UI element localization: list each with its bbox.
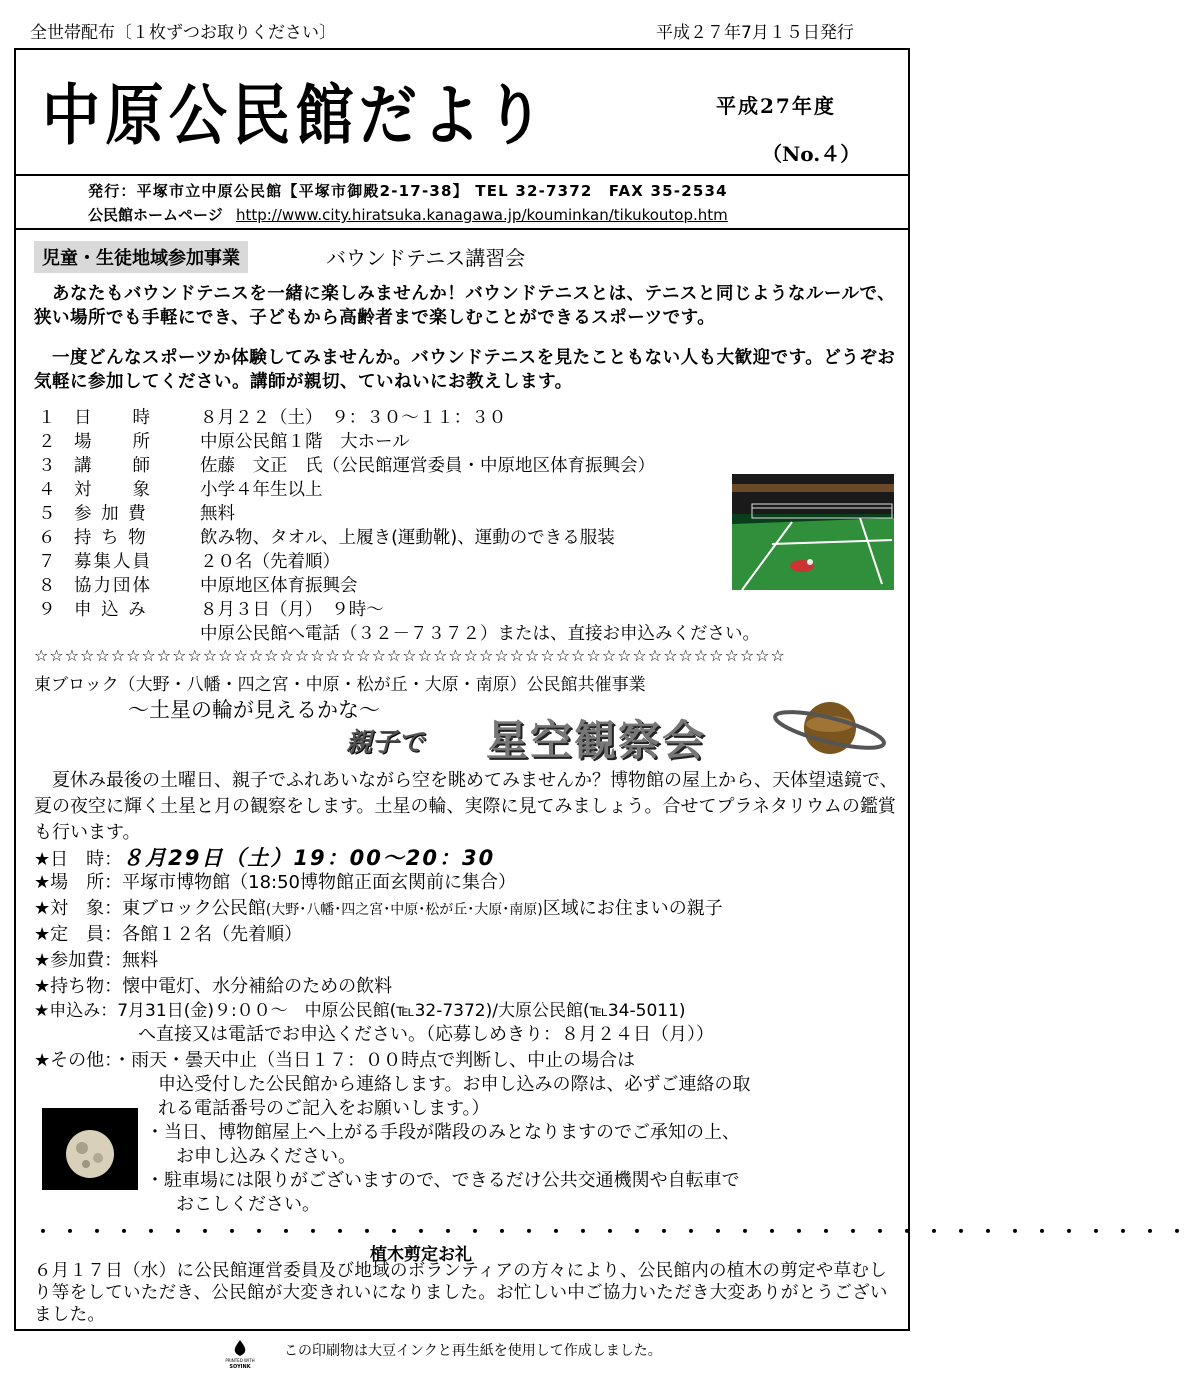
stargaze-other-7: おこしください。	[176, 1194, 320, 1215]
stargaze-apply-2: へ直接又は電話でお申込ください。（応募しめきり：８月２４日（月））	[138, 1024, 714, 1045]
bound-tennis-photo	[732, 474, 894, 590]
thanks-body: ６月１７日（水）に公民館運営委員及び地域のボランティアの方々により、公民館内の植木の剪定や草むしり等をしていただき、公民館が大変きれいになりました。お忙しい中ご協力いただき大変ありがとうございました。	[34, 1261, 888, 1325]
target-tail: 区域にお住まいの親子	[542, 898, 723, 919]
detail-label: 日 時	[74, 408, 152, 428]
stargaze-other-5: お申し込みください。	[176, 1146, 356, 1167]
date-label: ★日 時：	[34, 849, 123, 870]
detail-value: 無料	[200, 504, 235, 524]
stargaze-intro: 夏休み最後の土曜日、親子でふれあいながら空を眺めてみませんか？博物館の屋上から、天体望遠鏡で、夏の夜空に輝く土星と月の観察をします。土星の輪、実際に見てみましょう。合せてプラネタリウムの鑑賞も行います。	[34, 770, 898, 843]
stargaze-target	[34, 894, 723, 920]
distribution-note: 全世帯配布〔１枚ずつお取りください〕	[30, 23, 336, 43]
stargaze-other-3: れる電話番号のご記入をお願いします。）	[158, 1098, 490, 1119]
detail-label: 参 加 費	[74, 504, 148, 524]
stargaze-capacity: ★定 員：各館１２名（先着順）	[34, 924, 303, 945]
stargaze-other-1: ★その他：・雨天・曇天中止（当日１７：００時点で判断し、中止の場合は	[34, 1050, 636, 1071]
detail-number: ２	[38, 432, 56, 452]
detail-number: ３	[38, 456, 56, 476]
tennis-detail-row	[38, 548, 340, 573]
star-divider: ☆☆☆☆☆☆☆☆☆☆☆☆☆☆☆☆☆☆☆☆☆☆☆☆☆☆☆☆☆☆☆☆☆☆☆☆☆☆☆☆☆☆☆☆☆☆☆☆☆	[34, 646, 786, 665]
soy-ink-logo	[224, 1338, 256, 1370]
tennis-intro-2: 一度どんなスポーツか体験してみませんか。バウンドテニスを見たこともない人も大歓迎です。どうぞお気軽に参加してください。講師が親切、ていねいにお教えします。	[34, 348, 896, 392]
detail-label: 対 象	[74, 480, 152, 500]
publisher-info: 発行：平塚市立中原公民館【平塚市御殿2-17-38】 TEL 32-7372 FAX 35-2534	[88, 182, 728, 200]
tennis-intro-1: あなたもバウンドテニスを一緒に楽しみませんか！バウンドテニスとは、テニスと同じようなルールで、狭い場所でも手軽にでき、子どもから高齢者まで楽しむことができるスポーツです。	[34, 284, 896, 328]
stargaze-fee: ★参加費：無料	[34, 950, 159, 971]
tennis-detail-row	[38, 572, 358, 597]
detail-value: 飲み物、タオル、上履き(運動靴)、運動のできる服装	[200, 528, 615, 548]
detail-value: 小学４年生以上	[200, 480, 323, 500]
homepage-link[interactable]: http://www.city.hiratsuka.kanagawa.jp/kouminkan/tikukoutop.htm	[235, 206, 728, 224]
date-value: ８月29日（土）19：00～20：30	[122, 846, 496, 870]
saturn-icon	[770, 694, 890, 762]
detail-label: 講 師	[74, 456, 152, 476]
stargaze-title-small: 親子で	[346, 728, 425, 758]
stargaze-other-4: ・当日、博物館屋上へ上がる手段が階段のみとなりますのでご承知の上、	[146, 1122, 740, 1143]
detail-label: 場 所	[74, 432, 152, 452]
footer-note: この印刷物は大豆インクと再生紙を使用して作成しました。	[284, 1343, 662, 1359]
detail-value: 中原地区体育振興会	[200, 576, 358, 596]
tennis-detail-row	[38, 452, 655, 477]
dot-divider: ・・・・・・・・・・・・・・・・・・・・・・・・・・・・・・・・・・・・・・・・・・・	[34, 1222, 1195, 1243]
detail-number: ６	[38, 528, 56, 548]
detail-label: 協力団体	[74, 576, 152, 596]
fiscal-year: 平成27年度	[716, 94, 836, 118]
newsletter-title: 中原公民館だより	[42, 76, 549, 154]
tennis-detail-row	[38, 476, 323, 501]
detail-number: １	[38, 408, 56, 428]
tennis-apply-note: 中原公民館へ電話（３２－７３７２）または、直接お申込みください。	[200, 624, 760, 644]
thanks-title: 植木剪定お礼	[370, 1245, 472, 1265]
tennis-detail-row	[38, 428, 410, 453]
soy-logo-top-text: PRINTED WITH	[225, 1358, 255, 1363]
tennis-detail-row	[38, 404, 506, 429]
moon-photo	[42, 1108, 138, 1190]
header-bottom-divider	[14, 228, 910, 230]
header-divider	[14, 174, 910, 176]
detail-value: ２０名（先着順）	[200, 552, 340, 572]
detail-number: ５	[38, 504, 56, 524]
tennis-detail-row	[38, 596, 384, 621]
tennis-detail-row	[38, 524, 615, 549]
stargaze-other-6: ・駐車場には限りがございますので、できるだけ公共交通機関や自転車で	[146, 1170, 740, 1191]
detail-value: 中原公民館１階 大ホール	[200, 432, 410, 452]
soy-logo-bottom-text: SOYINK	[229, 1364, 251, 1370]
detail-value: 佐藤 文正 氏（公民館運営委員・中原地区体育振興会）	[200, 456, 655, 476]
detail-label: 募集人員	[74, 552, 152, 572]
target-label: ★対 象：東ブロック公民館	[34, 898, 266, 919]
stargaze-subtitle: ～土星の輪が見えるかな～	[128, 698, 380, 722]
detail-label: 申 込 み	[74, 600, 148, 620]
issue-date: 平成２７年7月１５日発行	[656, 23, 854, 43]
target-areas: (大野･八幡･四之宮･中原･松が丘･大原･南原)	[265, 902, 543, 918]
detail-number: ９	[38, 600, 56, 620]
detail-number: ７	[38, 552, 56, 572]
section-tag: 児童・生徒地域参加事業	[34, 241, 248, 273]
stargaze-title: 星空観察会	[486, 716, 707, 765]
stargaze-bring: ★持ち物：懐中電灯、水分補給のための飲料	[34, 976, 393, 997]
tennis-detail-row	[38, 500, 235, 525]
detail-number: ８	[38, 576, 56, 596]
stargaze-other-2: 申込受付した公民館から連絡します。お申し込みの際は、必ずご連絡の取	[158, 1074, 751, 1095]
stargaze-place: ★場 所：平塚市博物館（18:50博物館正面玄関前に集合）	[34, 872, 517, 893]
issue-number: （No.４）	[762, 142, 861, 166]
detail-value: ８月２２（土） ９：３０～１１：３０	[200, 408, 507, 428]
detail-number: ４	[38, 480, 56, 500]
stargaze-cohost: 東ブロック（大野・八幡・四之宮・中原・松が丘・大原・南原）公民館共催事業	[34, 675, 646, 695]
detail-label: 持 ち 物	[74, 528, 148, 548]
tennis-title: バウンドテニス講習会	[326, 246, 526, 270]
homepage-label: 公民館ホームページ	[88, 206, 223, 224]
detail-value: ８月３日（月） ９時～	[200, 600, 384, 620]
homepage-line	[88, 204, 728, 225]
stargaze-apply-1: ★申込み：7月31日(金)９:００～ 中原公民館(℡32-7372)/大原公民館(℡34-5011)	[34, 1001, 686, 1021]
